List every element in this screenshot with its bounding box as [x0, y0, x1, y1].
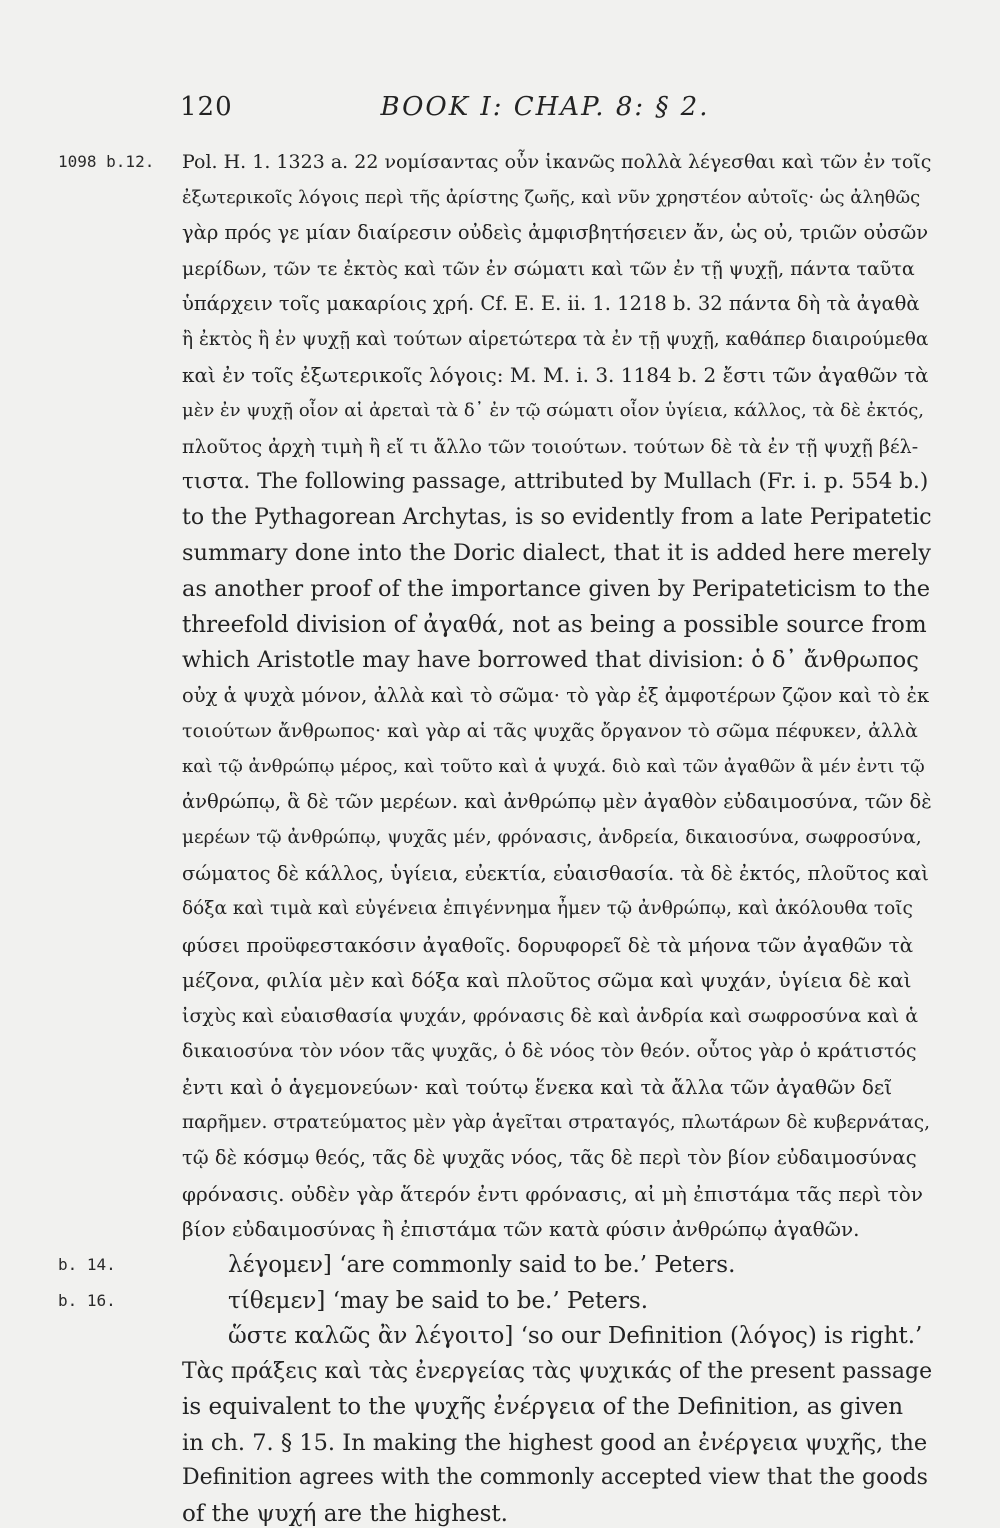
text-line: φρόνασις. οὐδὲν γὰρ ἅτερόν ἐντι φρόνασις, αἰ μὴ ἐπιστάμα τᾶς περὶ τὸν: [182, 1182, 923, 1206]
text-line: of the ψυχή are the highest.: [182, 1501, 508, 1527]
text-line: τῷ δὲ κόσμῳ θεός, τᾶς δὲ ψυχᾶς νόος, τᾶς δὲ περὶ τὸν βίον εὐδαιμοσύνας: [182, 1146, 917, 1169]
text-line: μὲν ἐν ψυχῇ οἷον αἱ ἀρεταὶ τὰ δ᾽ ἐν τῷ σώματι οἷον ὑγίεια, κάλλος, τὰ δὲ ἐκτός,: [182, 400, 925, 421]
text-line: ἀνθρώπῳ, ἃ δὲ τῶν μερέων. καὶ ἀνθρώπῳ μὲν ἀγαθὸν εὐδαιμοσύνα, τῶν δὲ: [182, 790, 932, 813]
text-line: μερίδων, τῶν τε ἐκτὸς καὶ τῶν ἐν σώματι καὶ τῶν ἐν τῇ ψυχῇ, πάντα ταῦτα: [182, 258, 915, 280]
text-line: πλοῦτος ἀρχὴ τιμὴ ἢ εἴ τι ἄλλο τῶν τοιούτων. τούτων δὲ τὰ ἐν τῇ ψυχῇ βέλ-: [182, 436, 919, 458]
text-line: οὐχ ἁ ψυχὰ μόνον, ἀλλὰ καὶ τὸ σῶμα· τὸ γὰρ ἐξ ἀμφοτέρων ζῷον καὶ τὸ ἐκ: [182, 684, 930, 707]
note-lemma: τίθεμεν] ‘may be said to be.’ Peters.: [228, 1288, 649, 1314]
text-line: ὑπάρχειν τοῖς μακαρίοις χρή. Cf. E. E. ii. 1. 1218 b. 32 πάντα δὴ τὰ ἀγαθὰ: [182, 292, 920, 315]
text-line: ἐντι καὶ ὁ ἁγεμονεύων· καὶ τούτῳ ἕνεκα καὶ τὰ ἄλλα τῶν ἀγαθῶν δεῖ: [182, 1075, 893, 1099]
margin-reference: b. 14.: [58, 1255, 116, 1274]
text-line: σώματος δὲ κάλλος, ὑγίεια, εὐεκτία, εὐαισθασία. τὰ δὲ ἐκτός, πλοῦτος καὶ: [182, 862, 929, 885]
text-line: γὰρ πρός γε μίαν διαίρεσιν οὐδεὶς ἀμφισβητήσειεν ἄν, ὡς οὐ, τριῶν οὐσῶν: [182, 221, 929, 244]
text-line: μερέων τῷ ἀνθρώπῳ, ψυχᾶς μέν, φρόνασις, ἀνδρεία, δικαιοσύνα, σωφροσύνα,: [182, 827, 922, 848]
page-number: 120: [180, 92, 233, 122]
text-line: δικαιοσύνα τὸν νόον τᾶς ψυχᾶς, ὁ δὲ νόος τὸν θεόν. οὗτος γὰρ ὁ κράτιστός: [182, 1040, 917, 1062]
text-line: is equivalent to the ψυχῆς ἐνέργεια of the Definition, as given: [182, 1394, 904, 1420]
text-line: τιστα. The following passage, attributed by Mullach (Fr. i. p. 554 b.): [182, 469, 929, 494]
text-line: which Aristotle may have borrowed that division: ὁ δ᾽ ἄνθρωπος: [182, 647, 919, 673]
text-line: καὶ τῷ ἀνθρώπῳ μέρος, καὶ τοῦτο καὶ ἁ ψυχά. διὸ καὶ τῶν ἀγαθῶν ἃ μέν ἐντι τῷ: [182, 756, 925, 777]
text-line: summary done into the Doric dialect, that it is added here merely: [182, 540, 932, 566]
text-line: δόξα καὶ τιμὰ καὶ εὐγένεια ἐπιγέννημα ἦμεν τῷ ἀνθρώπῳ, καὶ ἀκόλουθα τοῖς: [182, 898, 913, 919]
text-line: μέζονα, φιλία μὲν καὶ δόξα καὶ πλοῦτος σῶμα καὶ ψυχάν, ὑγίεια δὲ καὶ: [182, 968, 912, 992]
text-line: ἢ ἐκτὸς ἢ ἐν ψυχῇ καὶ τούτων αἱρετώτερα τὰ ἐν τῇ ψυχῇ, καθάπερ διαιρούμεθα: [182, 329, 929, 350]
margin-reference: 1098 b.12.: [58, 152, 155, 171]
text-line: φύσει προϋφεστακόσιν ἀγαθοῖς. δορυφορεῖ δὲ τὰ μήονα τῶν ἀγαθῶν τὰ: [182, 933, 914, 957]
text-line: Pol. H. 1. 1323 a. 22 νομίσαντας οὖν ἱκανῶς πολλὰ λέγεσθαι καὶ τῶν ἐν τοῖς: [182, 151, 932, 173]
text-line: παρῆμεν. στρατεύματος μὲν γὰρ ἁγεῖται στραταγός, πλωτάρων δὲ κυβερνάτας,: [182, 1112, 930, 1133]
text-line: τοιούτων ἄνθρωπος· καὶ γὰρ αἱ τᾶς ψυχᾶς ὄργανον τὸ σῶμα πέφυκεν, ἀλλὰ: [182, 720, 918, 742]
text-line: Definition agrees with the commonly accepted view that the goods: [182, 1465, 928, 1490]
text-line: Τὰς πράξεις καὶ τὰς ἐνεργείας τὰς ψυχικάς of the present passage: [182, 1359, 933, 1384]
text-line: ἐξωτερικοῖς λόγοις περὶ τῆς ἀρίστης ζωῆς, καὶ νῦν χρηστέον αὐτοῖς· ὡς ἀληθῶς: [182, 187, 921, 208]
note-lemma: λέγομεν] ‘are commonly said to be.’ Peters.: [228, 1252, 736, 1278]
text-line: to the Pythagorean Archytas, is so evidently from a late Peripatetic: [182, 505, 932, 530]
margin-reference: b. 16.: [58, 1291, 116, 1310]
text-line: in ch. 7. § 15. In making the highest good an ἐνέργεια ψυχῆς, the: [182, 1430, 928, 1456]
text-line: βίον εὐδαιμοσύνας ἢ ἐπιστάμα τῶν κατὰ φύσιν ἀνθρώπῳ ἀγαθῶν.: [182, 1217, 860, 1241]
text-line: καὶ ἐν τοῖς ἐξωτερικοῖς λόγοις: M. M. i. 3. 1184 b. 2 ἔστι τῶν ἀγαθῶν τὰ: [182, 363, 929, 387]
text-line: threefold division of ἀγαθά, not as being a possible source from: [182, 612, 927, 638]
text-line: as another proof of the importance given by Peripateticism to the: [182, 576, 931, 602]
note-lemma: ὥστε καλῶς ἂν λέγοιτο] ‘so our Definition (λόγος) is right.’: [228, 1323, 923, 1349]
running-title: BOOK I: CHAP. 8: § 2.: [380, 92, 710, 122]
text-line: ἰσχὺς καὶ εὐαισθασία ψυχάν, φρόνασις δὲ καὶ ἀνδρία καὶ σωφροσύνα καὶ ἁ: [182, 1005, 919, 1027]
